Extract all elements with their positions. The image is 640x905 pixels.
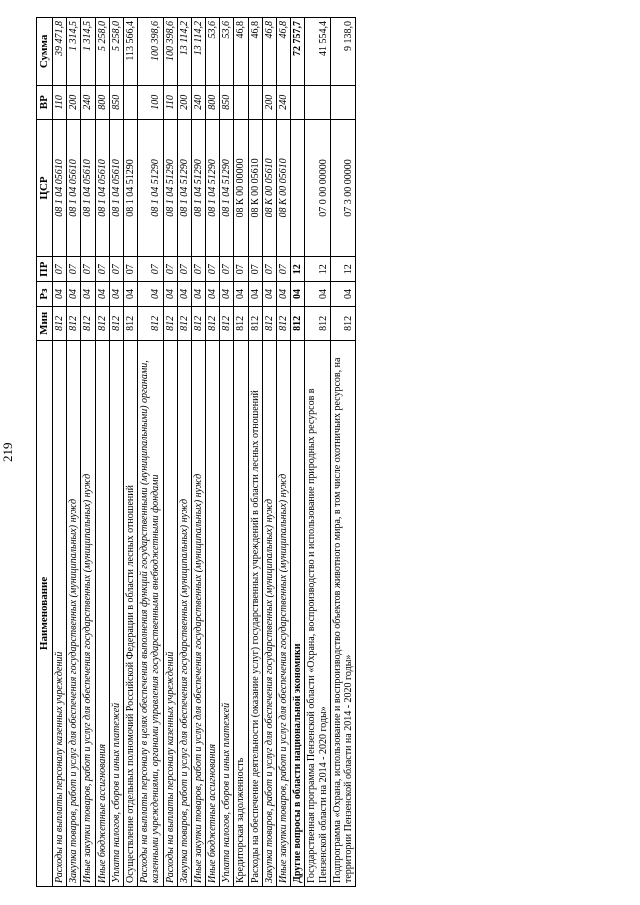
cell-vr: 240 [81, 85, 95, 119]
cell-sum: 9 138,0 [330, 18, 355, 86]
cell-sum: 72 757,7 [291, 18, 305, 86]
cell-name: Кредиторская задолженность [234, 340, 248, 886]
rotated-page [36, 17, 616, 887]
cell-rz: 04 [53, 282, 67, 307]
cell-csr: 08 1 04 05610 [67, 119, 81, 257]
cell-sum: 5 258,0 [95, 18, 109, 86]
cell-sum: 113 566,4 [123, 18, 137, 86]
table-row [109, 18, 123, 887]
cell-pr: 12 [330, 257, 355, 282]
cell-sum: 53,6 [206, 18, 220, 86]
cell-min: 812 [67, 306, 81, 340]
cell-vr: 850 [109, 85, 123, 119]
cell-pr: 07 [163, 257, 177, 282]
cell-min: 812 [163, 306, 177, 340]
cell-rz: 04 [138, 282, 163, 307]
cell-sum: 39 471,8 [53, 18, 67, 86]
cell-vr: 200 [177, 85, 191, 119]
cell-rz: 04 [123, 282, 137, 307]
table-row [67, 18, 81, 887]
header-vr: ВР [37, 85, 53, 119]
cell-vr: 200 [262, 85, 276, 119]
cell-csr: 08 1 04 51290 [191, 119, 205, 257]
cell-min: 812 [330, 306, 355, 340]
cell-min: 812 [109, 306, 123, 340]
header-csr: ЦСР [37, 119, 53, 257]
cell-csr: 08 К 00 00000 [234, 119, 248, 257]
cell-min: 812 [123, 306, 137, 340]
cell-name: Закупка товаров, работ и услуг для обеспечения государственных (муниципальных) нужд [177, 340, 191, 886]
cell-sum: 13 114,2 [177, 18, 191, 86]
cell-rz: 04 [291, 282, 305, 307]
cell-name: Расходы на обеспечение деятельности (оказание услуг) государственных учреждений в области лесных отношений [248, 340, 262, 886]
table-row [191, 18, 205, 887]
cell-rz: 04 [191, 282, 205, 307]
cell-rz: 04 [67, 282, 81, 307]
cell-sum: 46,8 [277, 18, 291, 86]
table-row [234, 18, 248, 887]
cell-sum: 46,8 [248, 18, 262, 86]
table-row [291, 18, 305, 887]
cell-name: Государственная программа Пензенской области «Охрана, воспроизводство и использование природных ресурсов в Пензенской области на 2014 - 2020 годы» [305, 340, 330, 886]
cell-vr: 850 [220, 85, 234, 119]
cell-rz: 04 [234, 282, 248, 307]
cell-pr: 07 [277, 257, 291, 282]
table-row [262, 18, 276, 887]
cell-rz: 04 [109, 282, 123, 307]
cell-pr: 12 [305, 257, 330, 282]
cell-rz: 04 [330, 282, 355, 307]
cell-name: Уплата налогов, сборов и иных платежей [220, 340, 234, 886]
cell-csr: 08 К 00 05610 [262, 119, 276, 257]
cell-name: Закупка товаров, работ и услуг для обеспечения государственных (муниципальных) нужд [262, 340, 276, 886]
cell-pr: 07 [53, 257, 67, 282]
cell-csr: 08 1 04 05610 [53, 119, 67, 257]
cell-vr: 200 [67, 85, 81, 119]
cell-rz: 04 [277, 282, 291, 307]
table-row [81, 18, 95, 887]
cell-name: Закупка товаров, работ и услуг для обеспечения государственных (муниципальных) нужд [67, 340, 81, 886]
cell-vr: 100 [138, 85, 163, 119]
cell-name: Другие вопросы в области национальной экономики [291, 340, 305, 886]
cell-sum: 100 398,6 [163, 18, 177, 86]
cell-name: Осуществление отдельных полномочий Российской Федерации в области лесных отношений [123, 340, 137, 886]
cell-vr: 800 [95, 85, 109, 119]
cell-pr: 07 [206, 257, 220, 282]
cell-pr: 07 [234, 257, 248, 282]
cell-vr [330, 85, 355, 119]
cell-rz: 04 [81, 282, 95, 307]
cell-rz: 04 [262, 282, 276, 307]
cell-vr [291, 85, 305, 119]
cell-csr: 08 1 04 51290 [220, 119, 234, 257]
cell-rz: 04 [220, 282, 234, 307]
cell-min: 812 [220, 306, 234, 340]
cell-pr: 07 [109, 257, 123, 282]
cell-vr: 240 [191, 85, 205, 119]
table-row [206, 18, 220, 887]
cell-name: Иные бюджетные ассигнования [206, 340, 220, 886]
header-name: Наименование [37, 340, 53, 886]
cell-min: 812 [95, 306, 109, 340]
cell-min: 812 [138, 306, 163, 340]
budget-table [36, 17, 356, 887]
cell-min: 812 [206, 306, 220, 340]
cell-pr: 07 [220, 257, 234, 282]
table-row [123, 18, 137, 887]
cell-pr: 07 [262, 257, 276, 282]
cell-vr [234, 85, 248, 119]
cell-csr: 08 1 04 05610 [95, 119, 109, 257]
header-sum: Сумма [37, 18, 53, 86]
cell-min: 812 [305, 306, 330, 340]
table-row [277, 18, 291, 887]
cell-name: Расходы на выплаты персоналу казенных учреждений [53, 340, 67, 886]
cell-pr: 07 [248, 257, 262, 282]
cell-csr: 08 1 04 05610 [109, 119, 123, 257]
cell-csr: 08 1 04 51290 [138, 119, 163, 257]
table-row [138, 18, 163, 887]
cell-pr: 07 [138, 257, 163, 282]
cell-min: 812 [262, 306, 276, 340]
cell-pr: 07 [177, 257, 191, 282]
cell-csr: 08 1 04 51290 [123, 119, 137, 257]
cell-csr [291, 119, 305, 257]
cell-vr: 110 [53, 85, 67, 119]
cell-min: 812 [191, 306, 205, 340]
cell-sum: 46,8 [262, 18, 276, 86]
table-row [53, 18, 67, 887]
cell-rz: 04 [95, 282, 109, 307]
header-min: Мин [37, 306, 53, 340]
cell-name: Расходы на выплаты персоналу казенных учреждений [163, 340, 177, 886]
cell-pr: 07 [81, 257, 95, 282]
cell-rz: 04 [177, 282, 191, 307]
table-row [220, 18, 234, 887]
cell-rz: 04 [305, 282, 330, 307]
table-row [248, 18, 262, 887]
cell-rz: 04 [206, 282, 220, 307]
cell-vr [248, 85, 262, 119]
cell-min: 812 [234, 306, 248, 340]
cell-name: Иные бюджетные ассигнования [95, 340, 109, 886]
cell-vr [305, 85, 330, 119]
cell-name: Иные закупки товаров, работ и услуг для обеспечения государственных (муниципальных) нужд [191, 340, 205, 886]
cell-sum: 46,8 [234, 18, 248, 86]
table-row [163, 18, 177, 887]
cell-rz: 04 [248, 282, 262, 307]
cell-sum: 41 554,4 [305, 18, 330, 86]
cell-sum: 1 314,5 [67, 18, 81, 86]
header-row [37, 18, 53, 887]
cell-csr: 08 К 00 05610 [248, 119, 262, 257]
cell-sum: 53,6 [220, 18, 234, 86]
cell-csr: 08 1 04 51290 [163, 119, 177, 257]
cell-pr: 12 [291, 257, 305, 282]
cell-vr [123, 85, 137, 119]
cell-min: 812 [177, 306, 191, 340]
page-number: 219 [0, 442, 15, 462]
cell-vr: 240 [277, 85, 291, 119]
cell-min: 812 [81, 306, 95, 340]
table-row [177, 18, 191, 887]
cell-vr: 110 [163, 85, 177, 119]
cell-min: 812 [248, 306, 262, 340]
cell-sum: 100 398,6 [138, 18, 163, 86]
cell-vr: 800 [206, 85, 220, 119]
cell-csr: 08 1 04 51290 [177, 119, 191, 257]
cell-min: 812 [291, 306, 305, 340]
cell-csr: 08 К 00 05610 [277, 119, 291, 257]
table-row [305, 18, 330, 887]
cell-min: 812 [53, 306, 67, 340]
cell-pr: 07 [95, 257, 109, 282]
cell-sum: 13 114,2 [191, 18, 205, 86]
cell-name: Иные закупки товаров, работ и услуг для обеспечения государственных (муниципальных) нужд [81, 340, 95, 886]
header-pr: ПР [37, 257, 53, 282]
cell-csr: 07 3 00 00000 [330, 119, 355, 257]
table-row [330, 18, 355, 887]
cell-csr: 07 0 00 00000 [305, 119, 330, 257]
cell-sum: 5 258,0 [109, 18, 123, 86]
cell-pr: 07 [123, 257, 137, 282]
cell-pr: 07 [191, 257, 205, 282]
cell-name: Иные закупки товаров, работ и услуг для обеспечения государственных (муниципальных) нужд [277, 340, 291, 886]
cell-name: Расходы на выплаты персоналу в целях обеспечения выполнения функций государственными (муниципальными) органами, казенными учреждениями, органами управления государственными внебюджетными фондами [138, 340, 163, 886]
cell-sum: 1 314,5 [81, 18, 95, 86]
cell-min: 812 [277, 306, 291, 340]
cell-name: Подпрограмма «Охрана, использование и воспроизводство объектов животного мира, в том числе охотничьих ресурсов, на территории Пензенской области на 2014 - 2020 годы» [330, 340, 355, 886]
cell-name: Уплата налогов, сборов и иных платежей [109, 340, 123, 886]
table-row [95, 18, 109, 887]
cell-csr: 08 1 04 51290 [206, 119, 220, 257]
cell-rz: 04 [163, 282, 177, 307]
cell-csr: 08 1 04 05610 [81, 119, 95, 257]
header-rz: Рз [37, 282, 53, 307]
cell-pr: 07 [67, 257, 81, 282]
